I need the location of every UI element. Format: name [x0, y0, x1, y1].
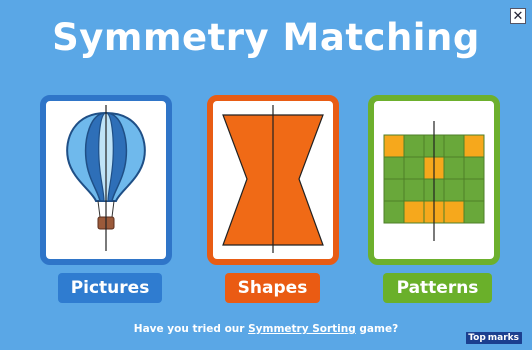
- pattern-cell: [404, 179, 424, 201]
- pictures-card[interactable]: [40, 95, 172, 265]
- pattern-cell: [404, 201, 424, 223]
- pattern-cell: [444, 179, 464, 201]
- pattern-cell: [464, 201, 484, 223]
- close-button[interactable]: [510, 8, 526, 24]
- logo-part-top: Top: [468, 333, 486, 343]
- pattern-cell: [384, 179, 404, 201]
- pattern-cell: [384, 157, 404, 179]
- pattern-cell: [444, 157, 464, 179]
- pattern-cell: [464, 179, 484, 201]
- pattern-cell: [464, 157, 484, 179]
- game-title: Symmetry Matching: [52, 16, 480, 59]
- footer-prefix: Have you tried our: [133, 323, 249, 335]
- close-icon: ✕: [512, 8, 524, 24]
- logo-part-marks: marks: [488, 332, 522, 344]
- topmarks-logo[interactable]: [466, 331, 522, 345]
- pattern-cell: [444, 135, 464, 157]
- pattern-cell: [384, 201, 404, 223]
- pattern-cell: [444, 201, 464, 223]
- hot-air-balloon-icon: [46, 101, 166, 259]
- shapes-button[interactable]: Shapes: [225, 273, 320, 303]
- patterns-button[interactable]: Patterns: [383, 273, 492, 303]
- footer-text: [0, 323, 532, 335]
- symmetry-sorting-link[interactable]: Symmetry Sorting: [248, 323, 356, 335]
- patterns-card[interactable]: [368, 95, 500, 265]
- bowtie-shape-icon: [213, 101, 333, 259]
- pattern-cell: [464, 135, 484, 157]
- pattern-cell: [404, 135, 424, 157]
- shapes-card[interactable]: [207, 95, 339, 265]
- footer-suffix: game?: [355, 323, 399, 335]
- grid-pattern-icon: [374, 101, 494, 259]
- pictures-button[interactable]: Pictures: [58, 273, 162, 303]
- pattern-cell: [384, 135, 404, 157]
- pattern-cell: [404, 157, 424, 179]
